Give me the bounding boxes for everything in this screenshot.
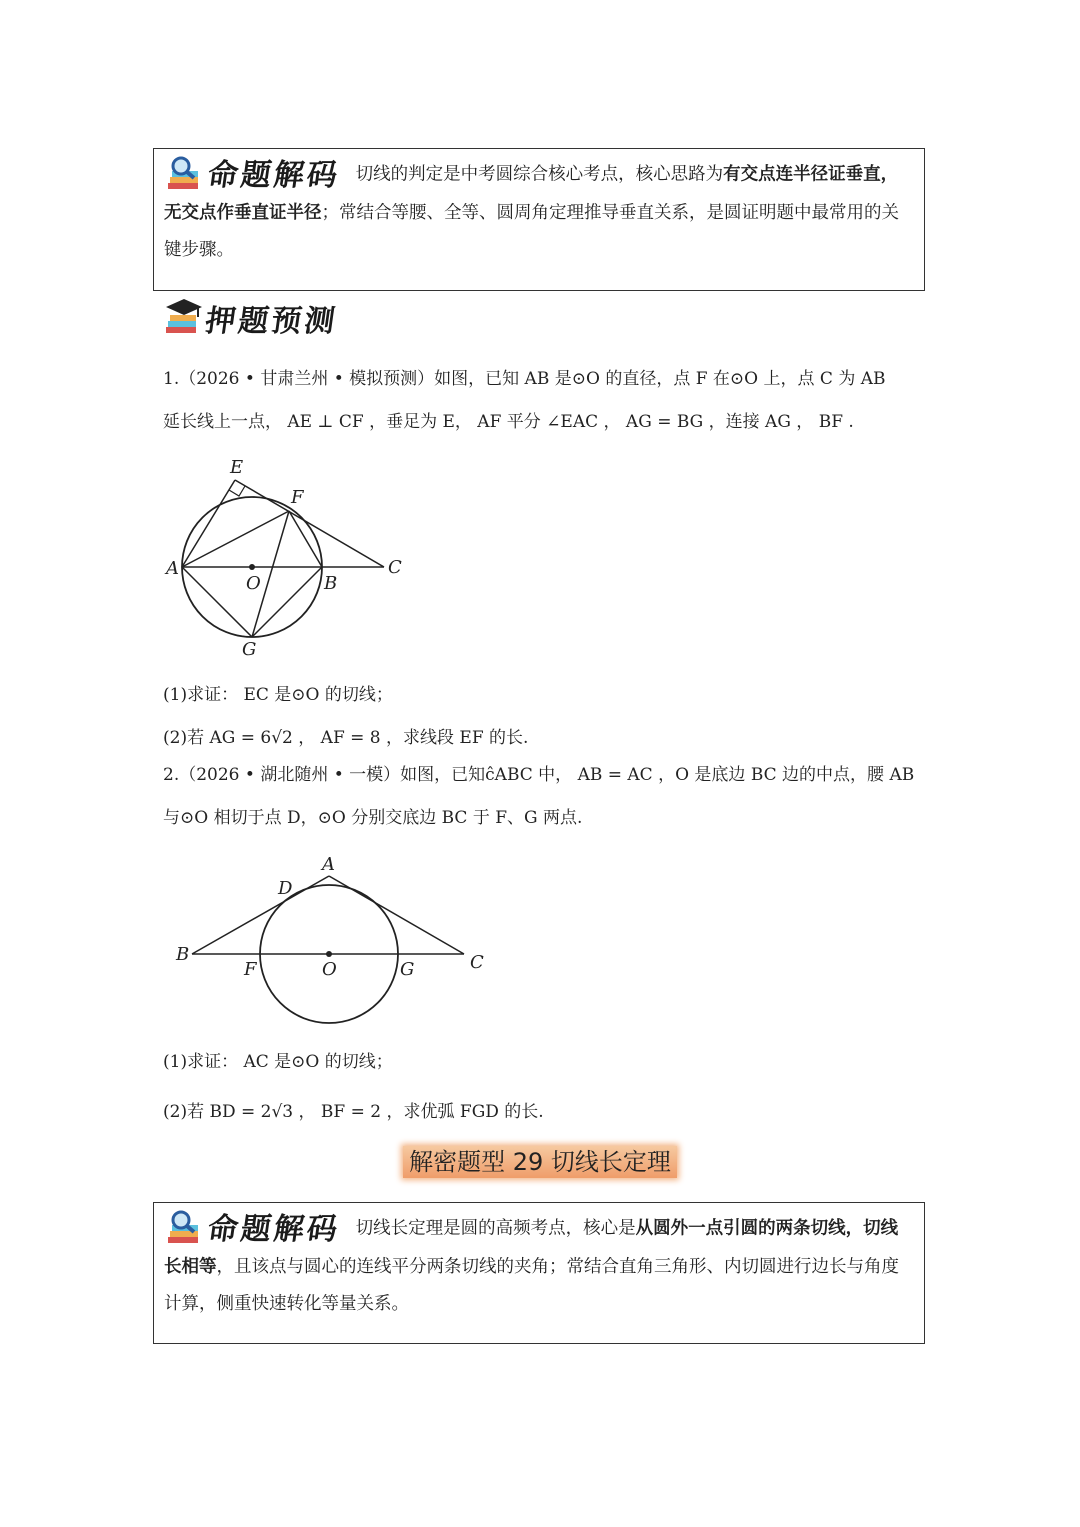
- question-2-line1: 2.（2026 • 湖北随州 • 一模）如图，已知ĉABC 中， AB = AC ，O 是底边 BC 边的中点，腰 AB: [163, 765, 915, 785]
- predict-badge: 押题预测: [162, 296, 338, 340]
- section-title: 解密题型 29 切线长定理: [0, 1142, 1080, 1177]
- question-2: [163, 754, 923, 840]
- question-1: [163, 358, 923, 444]
- fig1-label-F: F: [291, 487, 304, 508]
- graduation-books-icon: [162, 297, 206, 339]
- fig2-label-C: C: [470, 952, 484, 973]
- fig1-label-B: B: [324, 573, 338, 594]
- magnifier-books-icon: [164, 1209, 208, 1249]
- question-2-line2: 与⊙O 相切于点 D，⊙O 分别交底边 BC 于 F、G 两点.: [163, 808, 583, 828]
- figure-2: [170, 852, 500, 1032]
- decode-badge-2: 命题解码: [164, 1209, 340, 1249]
- question-1-part2: (2)若 AG = 6√2 ， AF = 8 ，求线段 EF 的长.: [163, 728, 529, 748]
- figure-1: [160, 455, 420, 660]
- question-2-part2: (2)若 BD = 2√3 ， BF = 2 ，求优弧 FGD 的长.: [163, 1102, 544, 1122]
- fig2-label-D: D: [278, 878, 293, 899]
- decode-box-1: [153, 148, 925, 291]
- fig2-label-A: A: [322, 854, 335, 875]
- magnifier-books-icon: [164, 155, 208, 195]
- question-1-line2: 延长线上一点， AE ⊥ CF ，垂足为 E， AF 平分 ∠EAC ， AG = BG ，连接 AG ， BF .: [163, 412, 854, 432]
- fig2-label-B: B: [176, 944, 190, 965]
- fig2-label-G: G: [400, 959, 415, 980]
- decode-text-1: 命题解码 切线的判定是中考圆综合核心考点，核心思路为有交点连半径证垂直，无交点作垂直证半径；常结合等腰、全等、圆周角定理推导垂直关系，是圆证明题中最常用的关键步骤。: [164, 155, 914, 269]
- question-1-line1: 1.（2026 • 甘肃兰州 • 模拟预测）如图，已知 AB 是⊙O 的直径，点 F 在⊙O 上，点 C 为 AB: [163, 369, 886, 389]
- question-2-part1: (1)求证： AC 是⊙O 的切线；: [163, 1052, 393, 1072]
- decode-text-2: 命题解码 切线长定理是圆的高频考点，核心是从圆外一点引圆的两条切线，切线长相等，且该点与圆心的连线平分两条切线的夹角；常结合直角三角形、内切圆进行边长与角度计算，侧重快速转化等量关系。: [164, 1209, 914, 1323]
- decode-box-2: [153, 1202, 925, 1344]
- fig1-label-G: G: [242, 639, 257, 660]
- fig2-label-F: F: [244, 959, 257, 980]
- question-1-part1: (1)求证： EC 是⊙O 的切线；: [163, 685, 393, 705]
- fig1-label-O: O: [246, 573, 261, 594]
- fig2-label-O: O: [322, 959, 337, 980]
- fig1-label-A: A: [166, 558, 179, 579]
- decode-badge-1: 命题解码: [164, 155, 340, 195]
- fig1-label-E: E: [230, 457, 244, 478]
- fig1-label-C: C: [388, 557, 402, 578]
